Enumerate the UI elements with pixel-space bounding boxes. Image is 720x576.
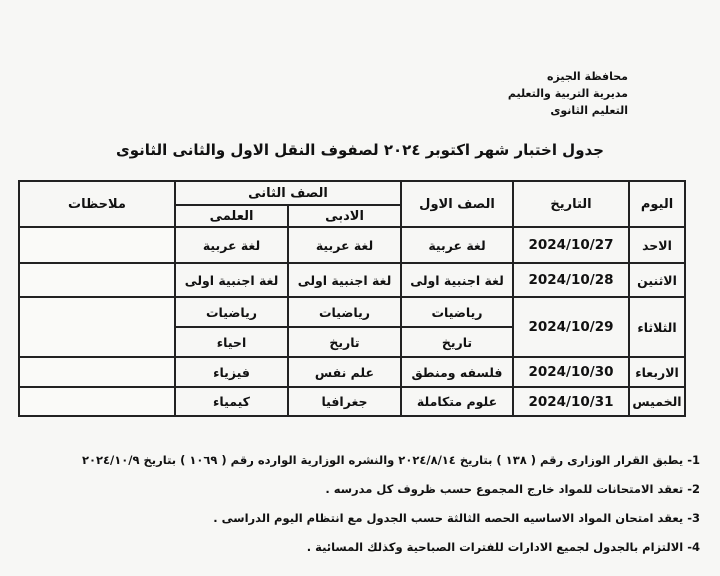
date-cell: 2024/10/27 [513, 227, 629, 263]
date-cell: 2024/10/30 [513, 357, 629, 387]
table-row [19, 227, 685, 263]
notes-cell [19, 263, 175, 297]
notes-list [10, 446, 700, 562]
table-row [19, 387, 685, 416]
first-grade-cell: رياضيات [401, 297, 513, 327]
table-row [19, 297, 685, 327]
literary-cell: علم نفس [288, 357, 401, 387]
first-grade-cell: لغة اجنبية اولى [401, 263, 513, 297]
date-cell: 2024/10/28 [513, 263, 629, 297]
table-header-row [19, 181, 685, 205]
header-day: اليوم [629, 181, 685, 227]
first-grade-cell: فلسفه ومنطق [401, 357, 513, 387]
literary-cell: تاريخ [288, 327, 401, 357]
note-item: 2- تعقد الامتحانات للمواد خارج المجموع حسب ظروف كل مدرسه . [325, 482, 700, 496]
header-date: التاريخ [513, 181, 629, 227]
day-cell: الثلاثاء [629, 297, 685, 357]
table-row [19, 263, 685, 297]
header-notes: ملاحظات [19, 181, 175, 227]
header-scientific: العلمى [175, 205, 288, 227]
header-second-grade: الصف الثانى [175, 181, 401, 205]
notes-cell [19, 227, 175, 263]
department-line: التعليم الثانوى [550, 104, 628, 117]
note-item: 1- يطبق القرار الوزارى رقم ( ١٣٨ ) بتاريخ ٢٠٢٤/٨/١٤ والنشره الوزارية الوارده رقم ( ١٠٦٩ ) بتاريخ ٢٠٢٤/١٠/٩ [81, 453, 700, 467]
day-cell: الاربعاء [629, 357, 685, 387]
scientific-cell: كيمياء [175, 387, 288, 416]
directorate-line: مديرية التربية والتعليم [507, 87, 628, 100]
first-grade-cell: لغة عربية [401, 227, 513, 263]
note-item: 3- يعقد امتحان المواد الاساسيه الحصه الثالثة حسب الجدول مع انتظام اليوم الدراسى . [213, 511, 700, 525]
notes-cell [19, 357, 175, 387]
scientific-cell: فيزياء [175, 357, 288, 387]
literary-cell: لغة اجنبية اولى [288, 263, 401, 297]
date-cell: 2024/10/29 [513, 297, 629, 357]
header-literary: الادبى [288, 205, 401, 227]
day-cell: الاحد [629, 227, 685, 263]
scientific-cell: لغة اجنبية اولى [175, 263, 288, 297]
notes-cell [19, 387, 175, 416]
scientific-cell: احياء [175, 327, 288, 357]
page-title: جدول اختبار شهر اكتوبر ٢٠٢٤ لصفوف النقل الاول والثانى الثانوى [116, 141, 604, 159]
notes-cell [19, 297, 175, 357]
literary-cell: لغة عربية [288, 227, 401, 263]
governorate-line: محافظة الجيزه [547, 70, 628, 83]
header-first-grade: الصف الاول [401, 181, 513, 227]
exam-schedule-table [18, 180, 686, 417]
literary-cell: جغرافيا [288, 387, 401, 416]
day-cell: الخميس [629, 387, 685, 416]
day-cell: الاثنين [629, 263, 685, 297]
table-row [19, 357, 685, 387]
literary-cell: رياضيات [288, 297, 401, 327]
scientific-cell: لغة عربية [175, 227, 288, 263]
date-cell: 2024/10/31 [513, 387, 629, 416]
first-grade-cell: علوم متكاملة [401, 387, 513, 416]
scientific-cell: رياضيات [175, 297, 288, 327]
note-item: 4- الالتزام بالجدول لجميع الادارات للفترات الصباحية وكذلك المسائية . [306, 540, 700, 554]
first-grade-cell: تاريخ [401, 327, 513, 357]
document-header [508, 68, 628, 119]
